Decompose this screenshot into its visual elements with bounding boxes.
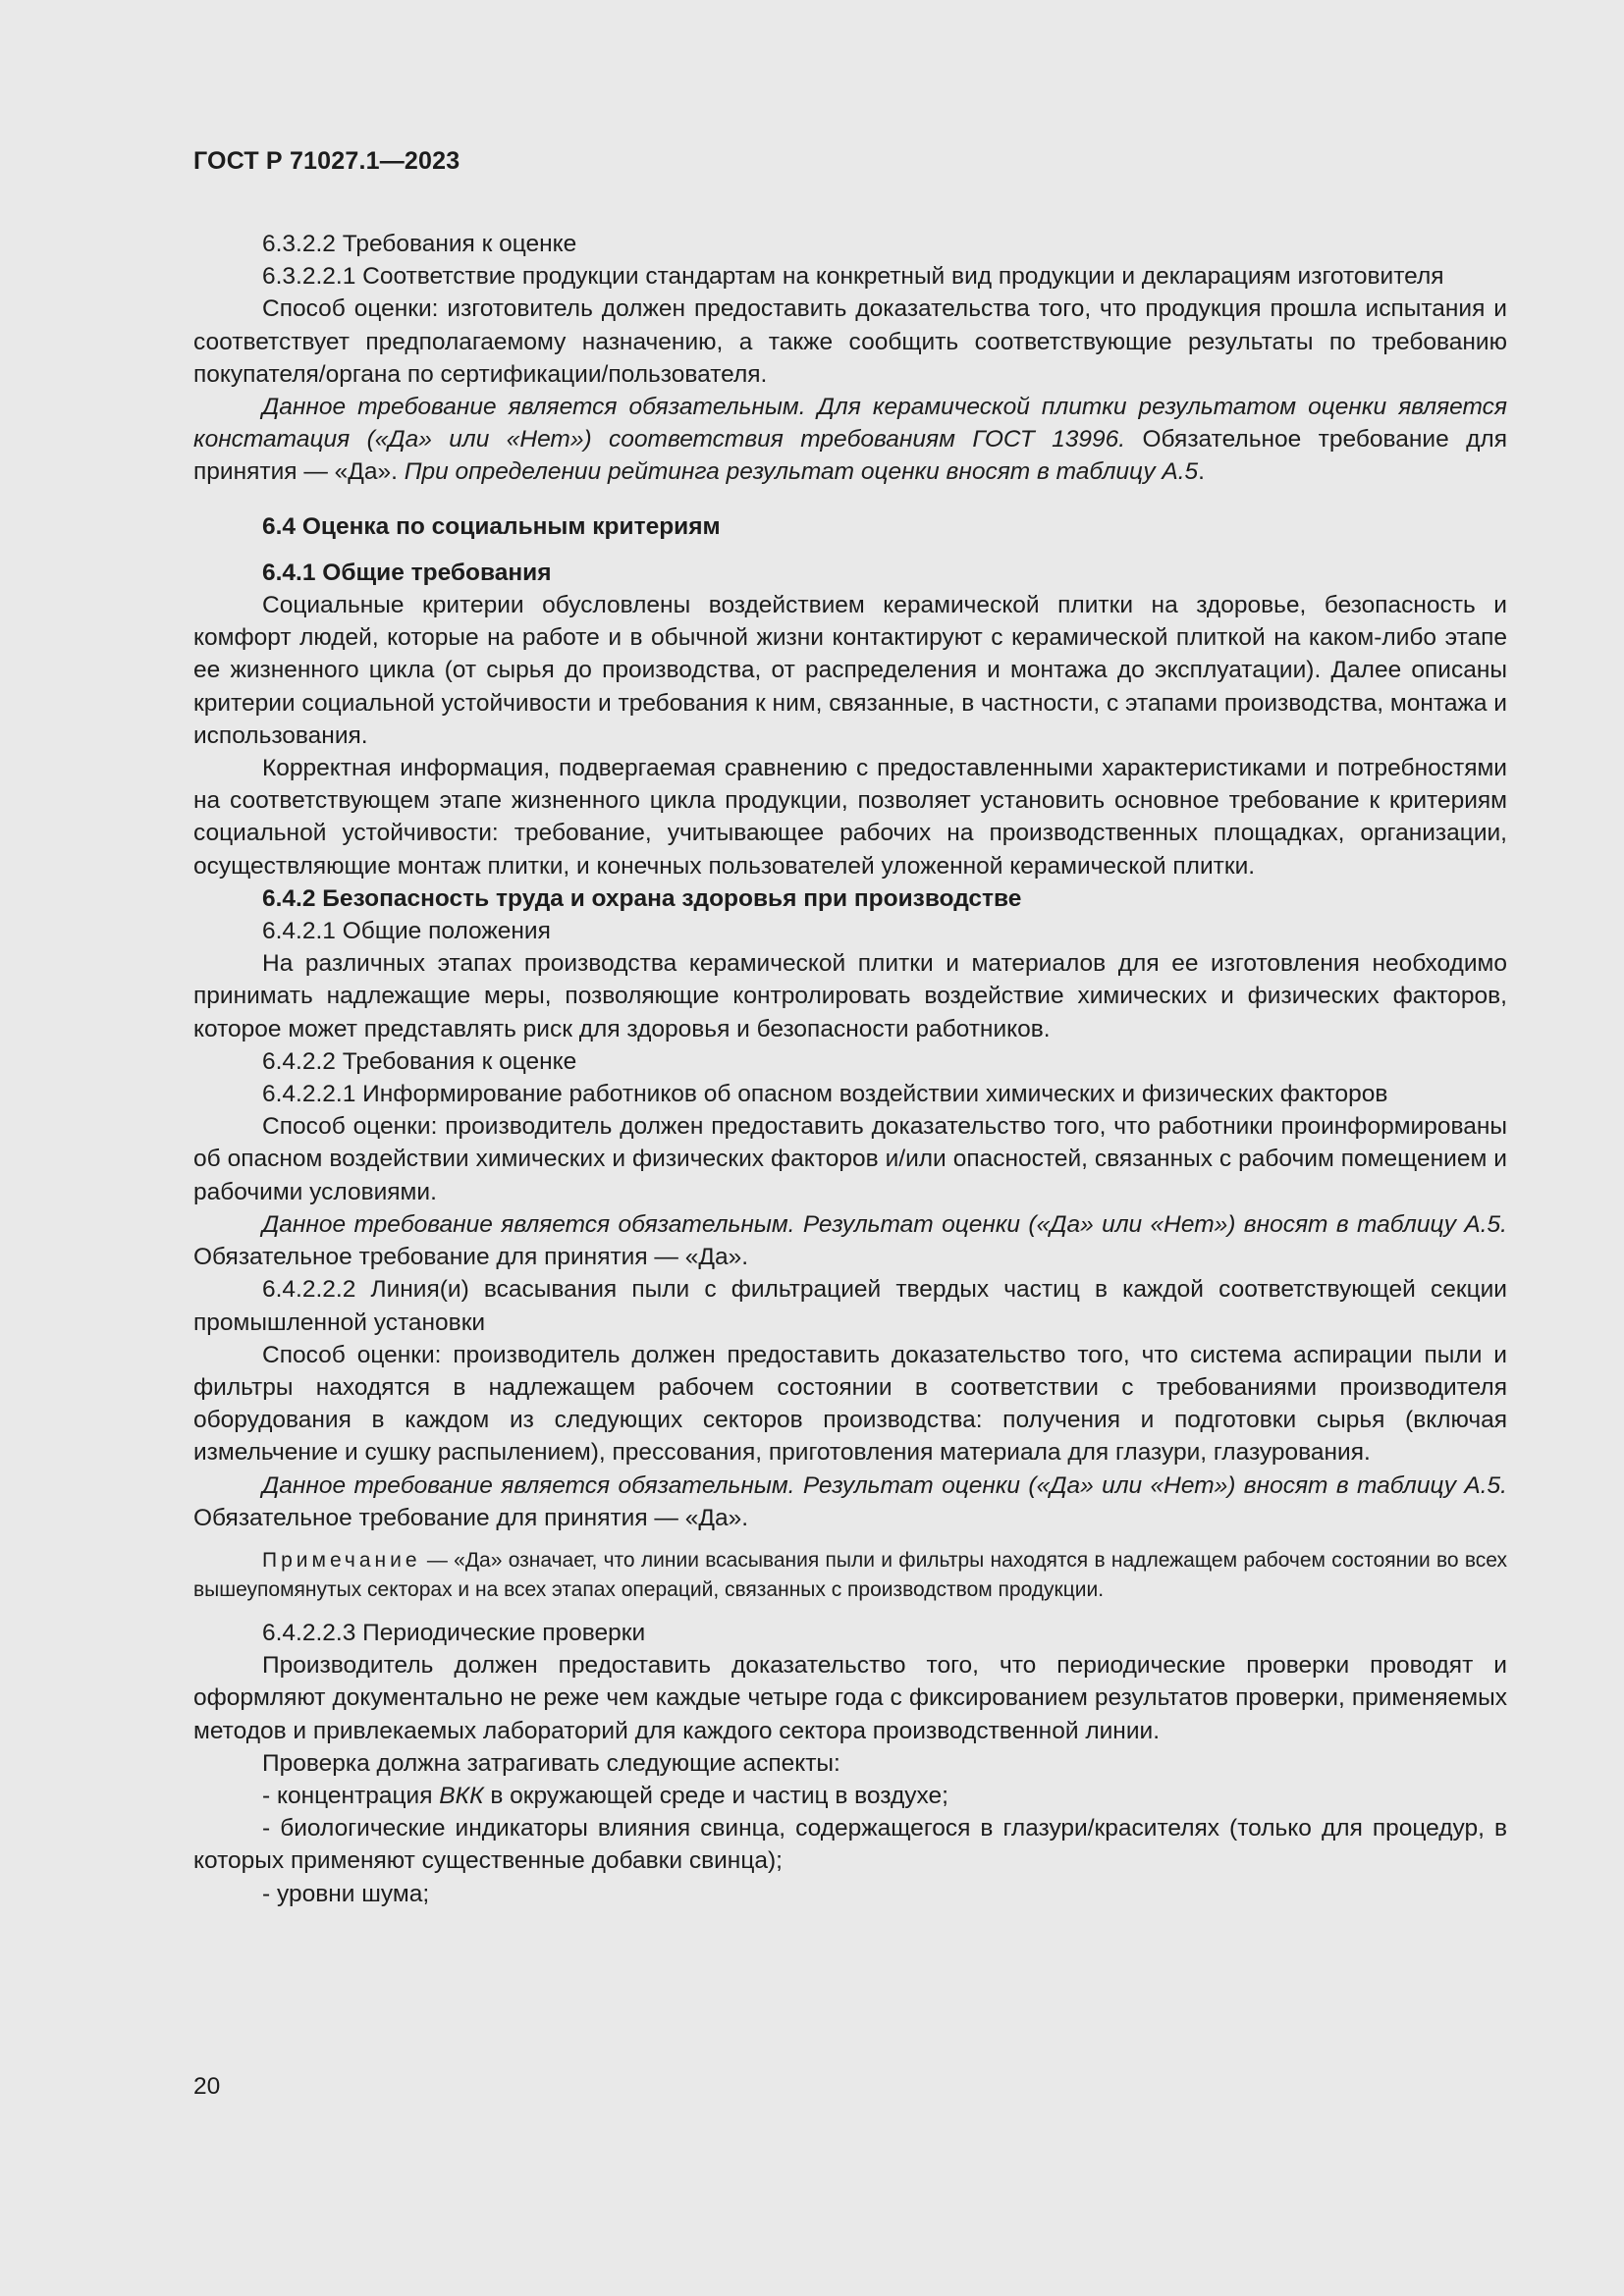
page-number: 20 <box>193 2073 221 2100</box>
general-provisions-paragraph: На различных этапах производства керамической плитки и материалов для ее изготовления необходимо принимать надлежащие меры, позволяющие контролировать воздействие химических и физических факторов, которое может представлять риск для здоровья и безопасности работников. <box>193 950 1507 1042</box>
standard-header: ГОСТ Р 71027.1—2023 <box>193 147 460 175</box>
list-item: - уровни шума; <box>262 1880 430 1907</box>
aspects-intro: Проверка должна затрагивать следующие аспекты: <box>262 1749 840 1777</box>
plain-text: . <box>1198 458 1205 486</box>
section-6-3-2-2-title: 6.3.2.2 Требования к оценке <box>262 231 577 257</box>
plain-text: - концентрация <box>262 1782 440 1809</box>
section-6-4-2-heading: 6.4.2 Безопасность труда и охрана здоровья при производстве <box>262 884 1022 912</box>
requirement-paragraph <box>193 391 1507 489</box>
note-paragraph <box>193 1546 1507 1605</box>
requirement-paragraph <box>193 1469 1507 1534</box>
note-label: Примечание <box>262 1548 421 1572</box>
italic-text: При определении рейтинга результат оценки вносят в таблицу А.5 <box>404 458 1199 486</box>
clause-6-4-2-2-1: 6.4.2.2.1 Информирование работников об опасном воздействии химических и физических факторов <box>262 1081 1388 1108</box>
list-item: - биологические индикаторы влияния свинца, содержащегося в глазури/красителях (только для процедур, в которых применяют существенные добавки свинца); <box>193 1815 1507 1875</box>
section-6-4-2-2-title: 6.4.2.2 Требования к оценке <box>262 1047 577 1075</box>
correct-information-paragraph: Корректная информация, подвергаемая сравнению с предоставленными характеристиками и потребностями на соответствующем этапе жизненного цикла продукции, позволяет установить основное требование к критериям социальной устойчивости: требование, учитывающее рабочих на производственных площадках, организации, осуществляющие монтаж плитки, и конечных пользователей уложенной керамической плитки. <box>193 755 1507 880</box>
clause-6-4-2-2-3: 6.4.2.2.3 Периодические проверки <box>262 1619 646 1646</box>
list-item <box>193 1780 1507 1812</box>
plain-text: Обязательное требование для принятия — «Да». <box>193 426 1507 486</box>
assessment-method-paragraph: Способ оценки: производитель должен предоставить доказательство того, что система аспирации пыли и фильтры находятся в надлежащем рабочем состоянии в соответствии с требованиями производителя оборудования в каждом из следующих секторов производства: получения и подготовки сырья (включая измельчение и сушку распылением), прессования, приготовления материала для глазури, глазурования. <box>193 1341 1507 1467</box>
italic-text: Данное требование является обязательным. Для керамической плитки результатом оценки является констатация («Да» или «Нет») соответствия требованиям ГОСТ 13996. <box>193 394 1507 454</box>
section-6-4-1-heading: 6.4.1 Общие требования <box>262 559 552 586</box>
plain-text: Обязательное требование для принятия — «Да». <box>193 1504 749 1531</box>
requirement-paragraph <box>193 1208 1507 1273</box>
assessment-method-paragraph: Способ оценки: производитель должен предоставить доказательство того, что работники проинформированы об опасном воздействии химических и физических факторов и/или опасностей, связанных с рабочим помещением и рабочими условиями. <box>193 1113 1507 1205</box>
social-criteria-paragraph: Социальные критерии обусловлены воздействием керамической плитки на здоровье, безопасность и комфорт людей, которые на работе и в обычной жизни контактируют с керамической плиткой на каком-либо этапе ее жизненного цикла (от сырья до производства, от распределения и монтажа до эксплуатации). Далее описаны критерии социальной устойчивости и требования к ним, связанные, в частности, с этапами производства, монтажа и использования. <box>193 592 1507 749</box>
plain-text: в окружающей среде и частиц в воздухе; <box>483 1782 948 1809</box>
clause-6-4-2-2-2: 6.4.2.2.2 Линия(и) всасывания пыли с фильтрацией твердых частиц в каждой соответствующей секции промышленной установки <box>193 1276 1507 1336</box>
clause-6-3-2-2-1: 6.3.2.2.1 Соответствие продукции стандартам на конкретный вид продукции и декларациям изготовителя <box>262 263 1444 291</box>
section-6-4-heading: 6.4 Оценка по социальным критериям <box>262 512 721 540</box>
italic-text: Данное требование является обязательным. Результат оценки («Да» или «Нет») вносят в таблицу А.5. <box>262 1471 1507 1499</box>
note-text: — «Да» означает, что линии всасывания пыли и фильтры находятся в надлежащем рабочем состоянии во всех вышеупомянутых секторах и на всех этапах операций, связанных с производством продукции. <box>193 1548 1507 1601</box>
periodic-checks-paragraph: Производитель должен предоставить доказательство того, что периодические проверки проводят и оформляют документально не реже чем каждые четыре года с фиксированием результатов проверки, применяемых методов и привлекаемых лабораторий для каждого сектора производственной линии. <box>193 1652 1507 1744</box>
italic-text: ВКК <box>439 1782 484 1809</box>
document-body <box>193 228 1507 1910</box>
assessment-method-paragraph: Способ оценки: изготовитель должен предоставить доказательства того, что продукция прошла испытания и соответствует предполагаемому назначению, а также сообщить соответствующие результаты по требованию покупателя/органа по сертификации/пользователя. <box>193 295 1507 388</box>
plain-text: Обязательное требование для принятия — «Да». <box>193 1244 749 1271</box>
section-6-4-2-1-title: 6.4.2.1 Общие положения <box>262 918 551 945</box>
italic-text: Данное требование является обязательным. Результат оценки («Да» или «Нет») вносят в таблицу А.5. <box>262 1210 1507 1238</box>
